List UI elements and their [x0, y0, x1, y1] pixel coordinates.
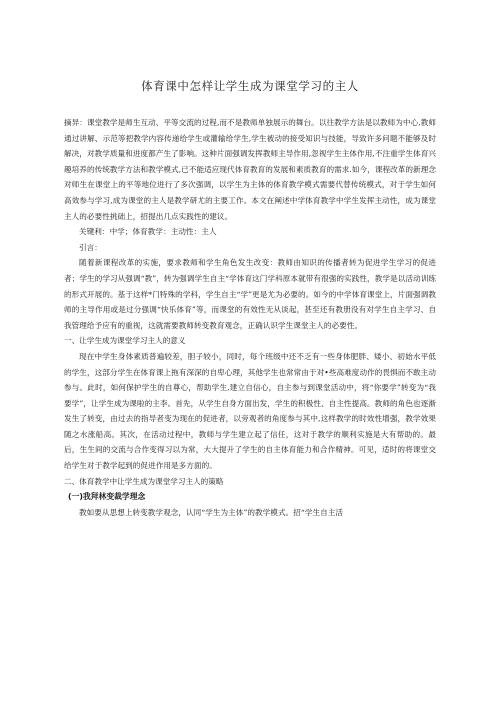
intro-paragraph: 随着新课程改革的实施，要求教师和学生角色发生改变：教师由知识的传播者转为促进学生学习的促进者；学生的学习从强调“教”，转为强调学生自主“学体育这门学科原本就带有很强的实践性，教学是以活动训练的形式开展的。基于这样*门特殊的学科，学生自主“学”更是尤为必要的。如今的中学体育课堂上，片面强调教师的主导作用或是过分强调“快乐体育”等，而课堂的有效性无从谈起，甚至还有教册没有对学生自主学习、自我管理给予应有的重视，这就需要教师转变教育观念，正确认识学生课堂主人的必要性。 [64, 258, 436, 330]
intro-label: 引言： [79, 242, 102, 252]
abstract-paragraph: 摘异：课堂教学是师生互动、平等交流的过程,而不是教师单独展示的舞台。以往教学方法是以教师为中心,教师通过讲解、示范等把教学内容传递给学生或灌输给学生,学生被动的接受知识与技能，导致许多问题不能够及时解决，对教学质量和进度都产生了影响。这种片面强调发挥教师主导作用,忽视学生主体作用,不注重学生体育兴趣培养的传统教学方法和教学模式,已不能适应现代体育教育的发展和素质教育的需求.如今，课程改革的新理念对师生在课堂上的平等地位进行了多次强调，以学生为主体的体育教学模式需要代替传统模式，对于学生如何高效参与学习,成为课堂的主人是教学研尤的主要工作。本文在阐述中学体育教学中学生发挥主动性，成为课堂主人的必要性挑础上，招提出几点实践性的建议。 [64, 118, 436, 221]
section-2-heading: 二、体育教学中让学生成为课堂学习主人的策略 [64, 476, 224, 486]
section-2-paragraph: 教如要从思想上转变教学观念，认同“学生为主体”的教学模式。招“学生自主活 [79, 507, 344, 517]
section-2-subheading-1: (一)我拜林变裁学理念 [68, 492, 146, 502]
keywords-line: 关键利：中学；体育教学：主动性：主人 [79, 227, 217, 237]
document-title: 体育课中怎样让学生成为课堂学习的主人 [141, 79, 359, 93]
section-1-paragraph: 现在中学生身体素质普遍较差，胆子较小，同时，每个班级中还不乏有一些身体肥胖、矮小、初始水平低的学生，这部分学生在体育课上拖有深深的自卑心理，其他学生也常常由于对•些高难度动作的畏惧而不敢主动参与。此时，如何保护学生的自尊心，帮助学生,建立自信心，自主参与到课堂活动中，将“你要学”转变为“我要学”，让学生成为课啦的主李。首先，从学生自身方面出发，学生的积极性、自主性提高。教师的角色也逐渐发生了转变，由过去的指导者变为现在的促进者，以旁观者的角度参与其中,这样教学的时效性增强，教学效果随之水涨船高。其次，在活动过程中，教师与学生建立起了信任，这对于教学的顺利实施是大有帮助的。最后，生生间的交流与合作变得习以为常，大大提升了学生的自主体育能力和合作精神。可见，适时的将课堂交给学生对于教学起到的促进作用是多方面的。 [64, 351, 436, 471]
section-1-heading: 一、让学生成为课堂学习主人的意义 [64, 336, 186, 346]
